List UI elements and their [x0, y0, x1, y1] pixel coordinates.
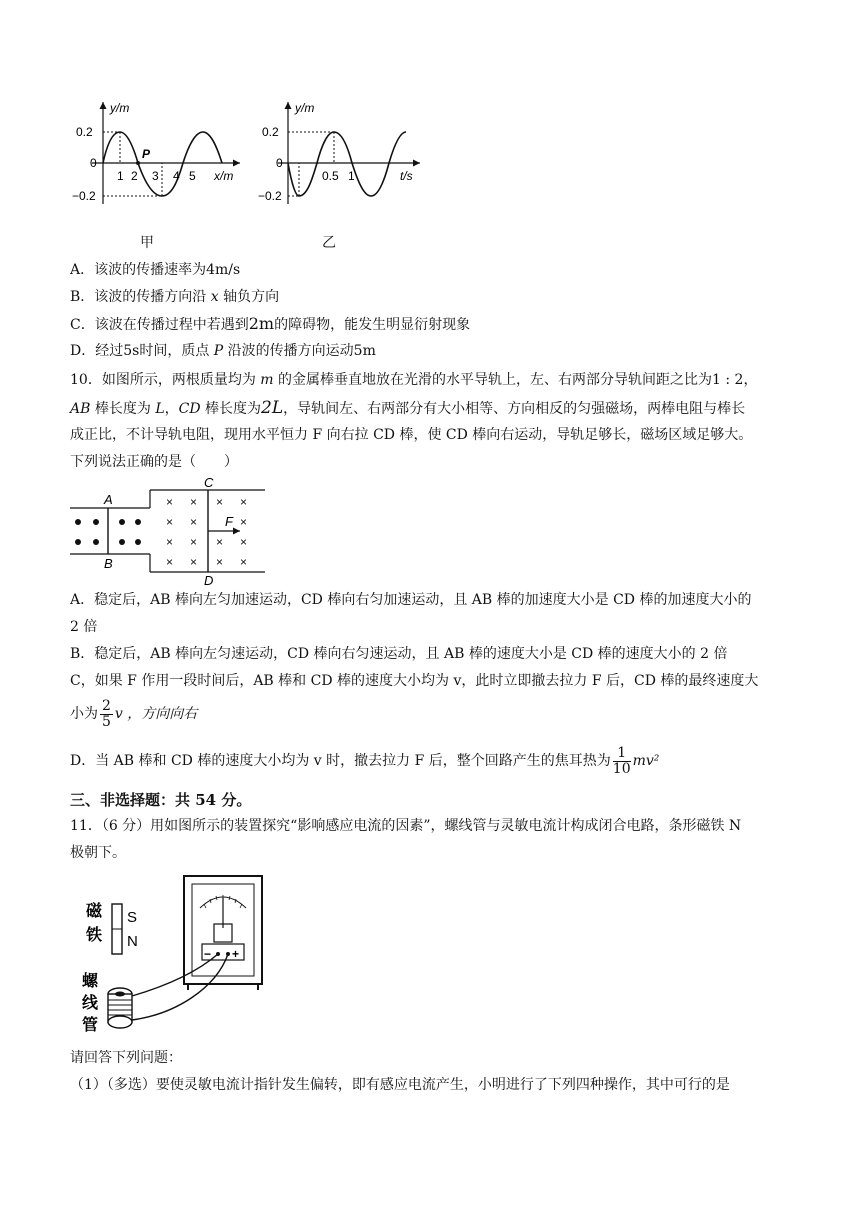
- q10-line-3: 成正比，不计导轨电阻，现用水平恒力 F 向右拉 CD 棒，使 CD 棒向右运动，导轨足够长，磁场区域足够大。: [70, 427, 753, 443]
- q10-option-c-1: C，如果 F 作用一段时间后，AB 棒和 CD 棒的速度大小均为 v，此时立即撤去拉力 F 后，CD 棒的最终速度大: [70, 673, 759, 689]
- magnet-label-2: 铁: [86, 927, 103, 944]
- svg-text:×: ×: [166, 535, 174, 549]
- point-p: [136, 161, 140, 165]
- label-a: A: [104, 492, 113, 507]
- q10-option-a-1: A．稳定后，AB 棒向左匀加速运动，CD 棒向右匀加速运动，且 AB 棒的加速度大小是 CD 棒的加速度大小的: [70, 592, 752, 608]
- wave-curve: [288, 132, 406, 196]
- label-f: F: [225, 514, 233, 529]
- svg-text:×: ×: [240, 535, 248, 549]
- x-tick-4: 4: [173, 169, 180, 183]
- svg-text:×: ×: [166, 515, 174, 529]
- svg-text:×: ×: [190, 555, 198, 569]
- solenoid: [108, 988, 132, 1028]
- q10-option-d: D．当 AB 棒和 CD 棒的速度大小均为 v 时，撤去拉力 F 后，整个回路产生的焦耳热为 $\frac{1}{10}$ mv²: [70, 744, 660, 777]
- coil-label-1: 螺: [82, 973, 99, 990]
- svg-text:×: ×: [240, 515, 248, 529]
- y-tick-neg: −0.2: [72, 189, 96, 203]
- caption-jia: 甲: [140, 235, 154, 251]
- svg-text:×: ×: [240, 495, 248, 509]
- pole-s: S: [127, 909, 138, 926]
- q10-option-c-2: 小为 $\frac{2}{5}$ v ，方向向右: [70, 697, 198, 730]
- section-heading: 三、非选择题：共 54 分。: [70, 791, 252, 809]
- svg-text:×: ×: [216, 495, 224, 509]
- y-tick-zero: 0: [276, 156, 283, 170]
- x-tick-5: 5: [189, 169, 196, 183]
- q9-option-b: B．该波的传播方向沿 x 轴负方向: [70, 289, 280, 305]
- q11-sub-1: （1）（多选）要使灵敏电流计指针发生偏转，即有感应电流产生，小明进行了下列四种操作，其中可行的是: [70, 1077, 730, 1093]
- svg-text:×: ×: [216, 555, 224, 569]
- y-tick-neg: −0.2: [258, 189, 282, 203]
- coil-label-3: 管: [82, 1017, 99, 1034]
- label-d: D: [204, 573, 214, 588]
- label-c: C: [204, 478, 214, 490]
- svg-text:×: ×: [240, 555, 248, 569]
- y-axis-label: y/m: [295, 101, 315, 115]
- svg-text:×: ×: [216, 535, 224, 549]
- q11-prompt: 请回答下列问题：: [70, 1050, 182, 1066]
- q10-option-a-2: 2 倍: [70, 619, 98, 635]
- caption-yi: 乙: [322, 235, 336, 251]
- svg-text:×: ×: [190, 495, 198, 509]
- svg-text:×: ×: [190, 515, 198, 529]
- induction-apparatus-figure: [76, 868, 276, 1040]
- label-b: B: [104, 556, 113, 571]
- x-tick-2: 2: [131, 169, 138, 183]
- y-axis-label: y/m: [110, 101, 130, 115]
- y-tick-zero: 0: [90, 156, 97, 170]
- point-p-label: P: [142, 147, 151, 161]
- y-tick-pos: 0.2: [262, 125, 279, 139]
- wave-figure-yi: [258, 96, 428, 216]
- x-tick-one: 1: [348, 169, 355, 183]
- q11-line-2: 极朝下。: [70, 845, 126, 861]
- meter-minus: −: [204, 947, 212, 961]
- q9-option-d: D．经过5s时间，质点 P 沿波的传播方向运动5m: [70, 343, 376, 359]
- rail-figure: [70, 478, 270, 588]
- meter-plus: +: [232, 947, 240, 961]
- x-axis-label: x/m: [214, 169, 234, 183]
- q10-line-1: 10．如图所示，两根质量均为 m 的金属棒垂直地放在光滑的水平导轨上，左、右两部分导轨间距之比为1 : 2，: [70, 372, 758, 388]
- q11-line-1: 11．（6 分）用如图所示的装置探究“影响感应电流的因素”，螺线管与灵敏电流计构成闭合电路，条形磁铁 N: [70, 818, 742, 834]
- pole-n: N: [127, 933, 138, 950]
- q9-option-c: C．该波在传播过程中若遇到2m的障碍物，能发生明显衍射现象: [70, 314, 471, 333]
- x-tick-3: 3: [152, 169, 159, 183]
- q10-line-2: AB 棒长度为 L，CD 棒长度为2L，导轨间左、右两部分有大小相等、方向相反的匀强磁场，两棒电阻与棒长: [70, 398, 746, 418]
- q10-line-4: 下列说法正确的是（ ）: [70, 454, 238, 470]
- magnet-label-1: 磁: [86, 903, 103, 920]
- svg-text:×: ×: [166, 495, 174, 509]
- svg-text:×: ×: [166, 555, 174, 569]
- q10-option-b: B．稳定后，AB 棒向左匀速运动，CD 棒向右匀速运动，且 AB 棒的速度大小是 CD 棒的速度大小的 2 倍: [70, 646, 728, 662]
- wave-figure-jia: [72, 96, 247, 216]
- y-tick-pos: 0.2: [76, 125, 93, 139]
- x-tick-half: 0.5: [322, 169, 339, 183]
- q9-option-a: A．该波的传播速率为4m/s: [70, 262, 241, 278]
- coil-label-2: 线: [82, 995, 99, 1012]
- x-axis-label: t/s: [400, 169, 413, 183]
- svg-text:×: ×: [190, 535, 198, 549]
- galvanometer: [184, 876, 262, 984]
- x-tick-1: 1: [117, 169, 124, 183]
